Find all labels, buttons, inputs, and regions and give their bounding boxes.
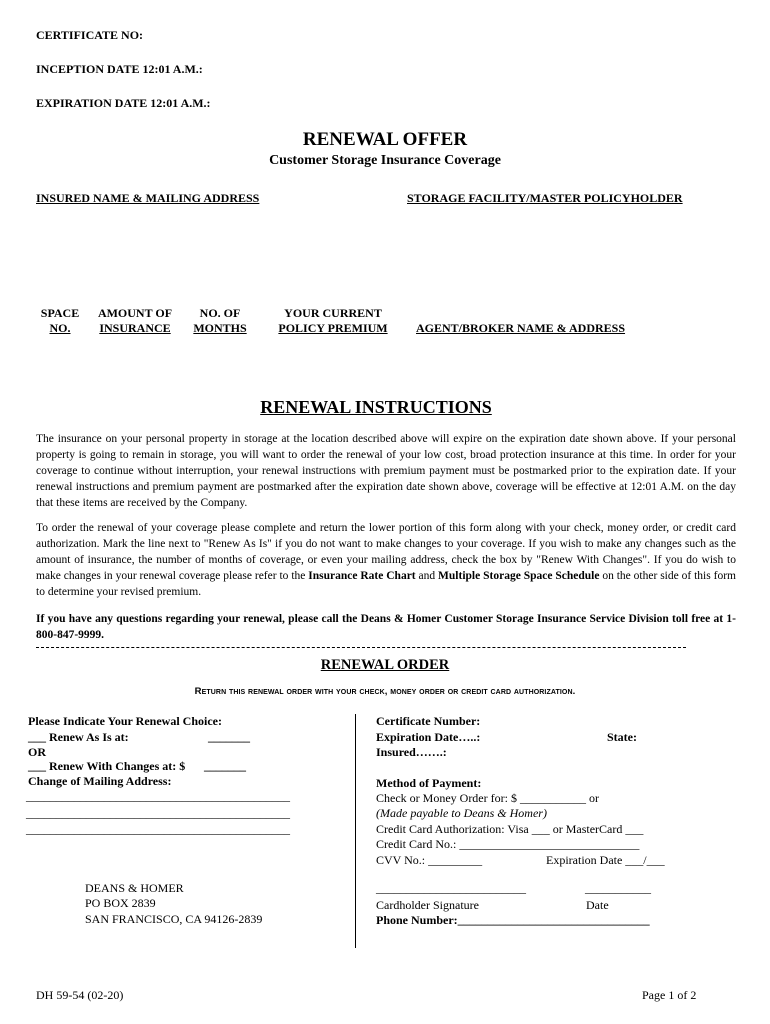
- renew-with-changes-option[interactable]: ___ Renew With Changes at: $: [28, 759, 186, 773]
- amount-header-line1: AMOUNT OF: [97, 306, 173, 320]
- card-expiration-field[interactable]: Expiration Date ___/___: [546, 853, 665, 867]
- premium-header: [270, 306, 396, 336]
- para2-text-c: and: [415, 570, 439, 582]
- expiration-date-field-label: Expiration Date…..:: [376, 730, 481, 744]
- signature-line[interactable]: _________________________: [376, 881, 526, 895]
- date-label: Date: [586, 898, 609, 912]
- para2-text-a: To order the renewal of your coverage please complete and return the lower portion of this form along with your check, money order, or credit card authorization. Mark the line next to "Renew As Is" if you do not want to make changes to your coverage. If you wish to make any changes such as the amount of insurance, the number of months of coverage, or even your mailing address, check the box by "Renew With Changes". If you do wish to make changes in your renewal coverage please refer to the: [36, 522, 736, 582]
- agent-broker-header: AGENT/BROKER NAME & ADDRESS: [416, 321, 626, 335]
- instructions-paragraph-2: [36, 520, 736, 600]
- or-label: OR: [28, 745, 46, 759]
- payable-note: (Made payable to Deans & Homer): [376, 806, 547, 820]
- rate-chart-ref: Insurance Rate Chart: [308, 570, 416, 582]
- check-money-order-field[interactable]: Check or Money Order for: $ ___________ or: [376, 791, 599, 805]
- method-of-payment-label: Method of Payment:: [376, 776, 482, 790]
- company-city: SAN FRANCISCO, CA 94126-2839: [85, 912, 263, 926]
- cut-line-divider: [36, 647, 686, 648]
- page-number: Page 1 of 2: [642, 988, 697, 1002]
- months-header-line2: MONTHS: [193, 321, 247, 335]
- address-line-3[interactable]: ____________________________________________: [26, 822, 290, 836]
- renew-as-is-option[interactable]: ___ Renew As Is at:: [28, 730, 129, 744]
- insured-name-label: INSURED NAME & MAILING ADDRESS: [36, 191, 260, 205]
- page-title: RENEWAL OFFER: [302, 129, 468, 150]
- phone-number-field[interactable]: [376, 913, 650, 928]
- months-header: [186, 306, 254, 336]
- column-divider: [355, 714, 356, 948]
- instructions-paragraph-3: If you have any questions regarding your renewal, please call the Deans & Homer Customer Storage Insurance Service Division toll free at 1-800-847-9999.: [36, 613, 736, 641]
- space-header-line1: SPACE: [40, 306, 80, 320]
- certificate-no-label: CERTIFICATE NO:: [36, 28, 144, 42]
- months-header-line1: NO. OF: [199, 306, 241, 320]
- renew-with-changes-amount[interactable]: _______: [204, 759, 246, 773]
- phone-number-line[interactable]: ________________________________: [457, 913, 650, 927]
- space-no-header: [34, 306, 86, 336]
- address-line-2[interactable]: ____________________________________________: [26, 806, 290, 820]
- company-po-box: PO BOX 2839: [85, 896, 156, 910]
- renewal-choice-label: Please Indicate Your Renewal Choice:: [28, 714, 222, 728]
- cardholder-signature-label: Cardholder Signature: [376, 898, 479, 912]
- premium-header-line2: POLICY PREMIUM: [278, 321, 388, 335]
- inception-date-label: INCEPTION DATE 12:01 A.M.:: [36, 62, 203, 76]
- certificate-number-label: Certificate Number:: [376, 714, 481, 728]
- cvv-field[interactable]: CVV No.: _________: [376, 853, 483, 867]
- para2-text-e: on the other side of this form to determine your revised premium.: [36, 570, 736, 598]
- renew-as-is-amount[interactable]: _______: [208, 730, 250, 744]
- credit-card-number-field[interactable]: Credit Card No.: ______________________________: [376, 837, 640, 851]
- premium-header-line1: YOUR CURRENT: [284, 306, 382, 320]
- instructions-heading: RENEWAL INSTRUCTIONS: [260, 397, 492, 417]
- return-order-note: Return this renewal order with your check, money order or credit card authorization.: [194, 686, 576, 697]
- page-subtitle: Customer Storage Insurance Coverage: [269, 153, 501, 168]
- change-address-label: Change of Mailing Address:: [28, 774, 172, 788]
- instructions-paragraph-1: The insurance on your personal property in storage at the location described above will expire on the expiration date shown above. If your personal property is going to remain in storage, you will want to order the renewal of your low cost, broad protection insurance at this time. In order for your coverage to continue without interruption, your renewal instructions with premium payment must be postmarked prior to the expiration date. If your renewal instructions and premium payment are postmarked after the expiration date shown above, coverage will be effective at 12:01 A.M. on the day that these items are received by the Company.: [36, 433, 736, 509]
- storage-schedule-ref: Multiple Storage Space Schedule: [438, 570, 600, 582]
- address-line-1[interactable]: ____________________________________________: [26, 789, 290, 803]
- state-label: State:: [607, 730, 637, 744]
- insured-label: Insured…….:: [376, 745, 447, 759]
- form-code: DH 59-54 (02-20): [36, 988, 124, 1002]
- storage-facility-label: STORAGE FACILITY/MASTER POLICYHOLDER: [407, 191, 683, 205]
- amount-header-line2: INSURANCE: [99, 321, 171, 335]
- order-heading: RENEWAL ORDER: [320, 657, 450, 673]
- date-line[interactable]: ___________: [585, 881, 651, 895]
- phone-number-label: Phone Number:: [376, 913, 458, 927]
- space-header-line2: NO.: [49, 321, 71, 335]
- amount-header: [92, 306, 178, 336]
- expiration-date-label: EXPIRATION DATE 12:01 A.M.:: [36, 96, 211, 110]
- credit-card-authorization[interactable]: Credit Card Authorization: Visa ___ or MasterCard ___: [376, 822, 644, 836]
- company-name: DEANS & HOMER: [85, 881, 184, 895]
